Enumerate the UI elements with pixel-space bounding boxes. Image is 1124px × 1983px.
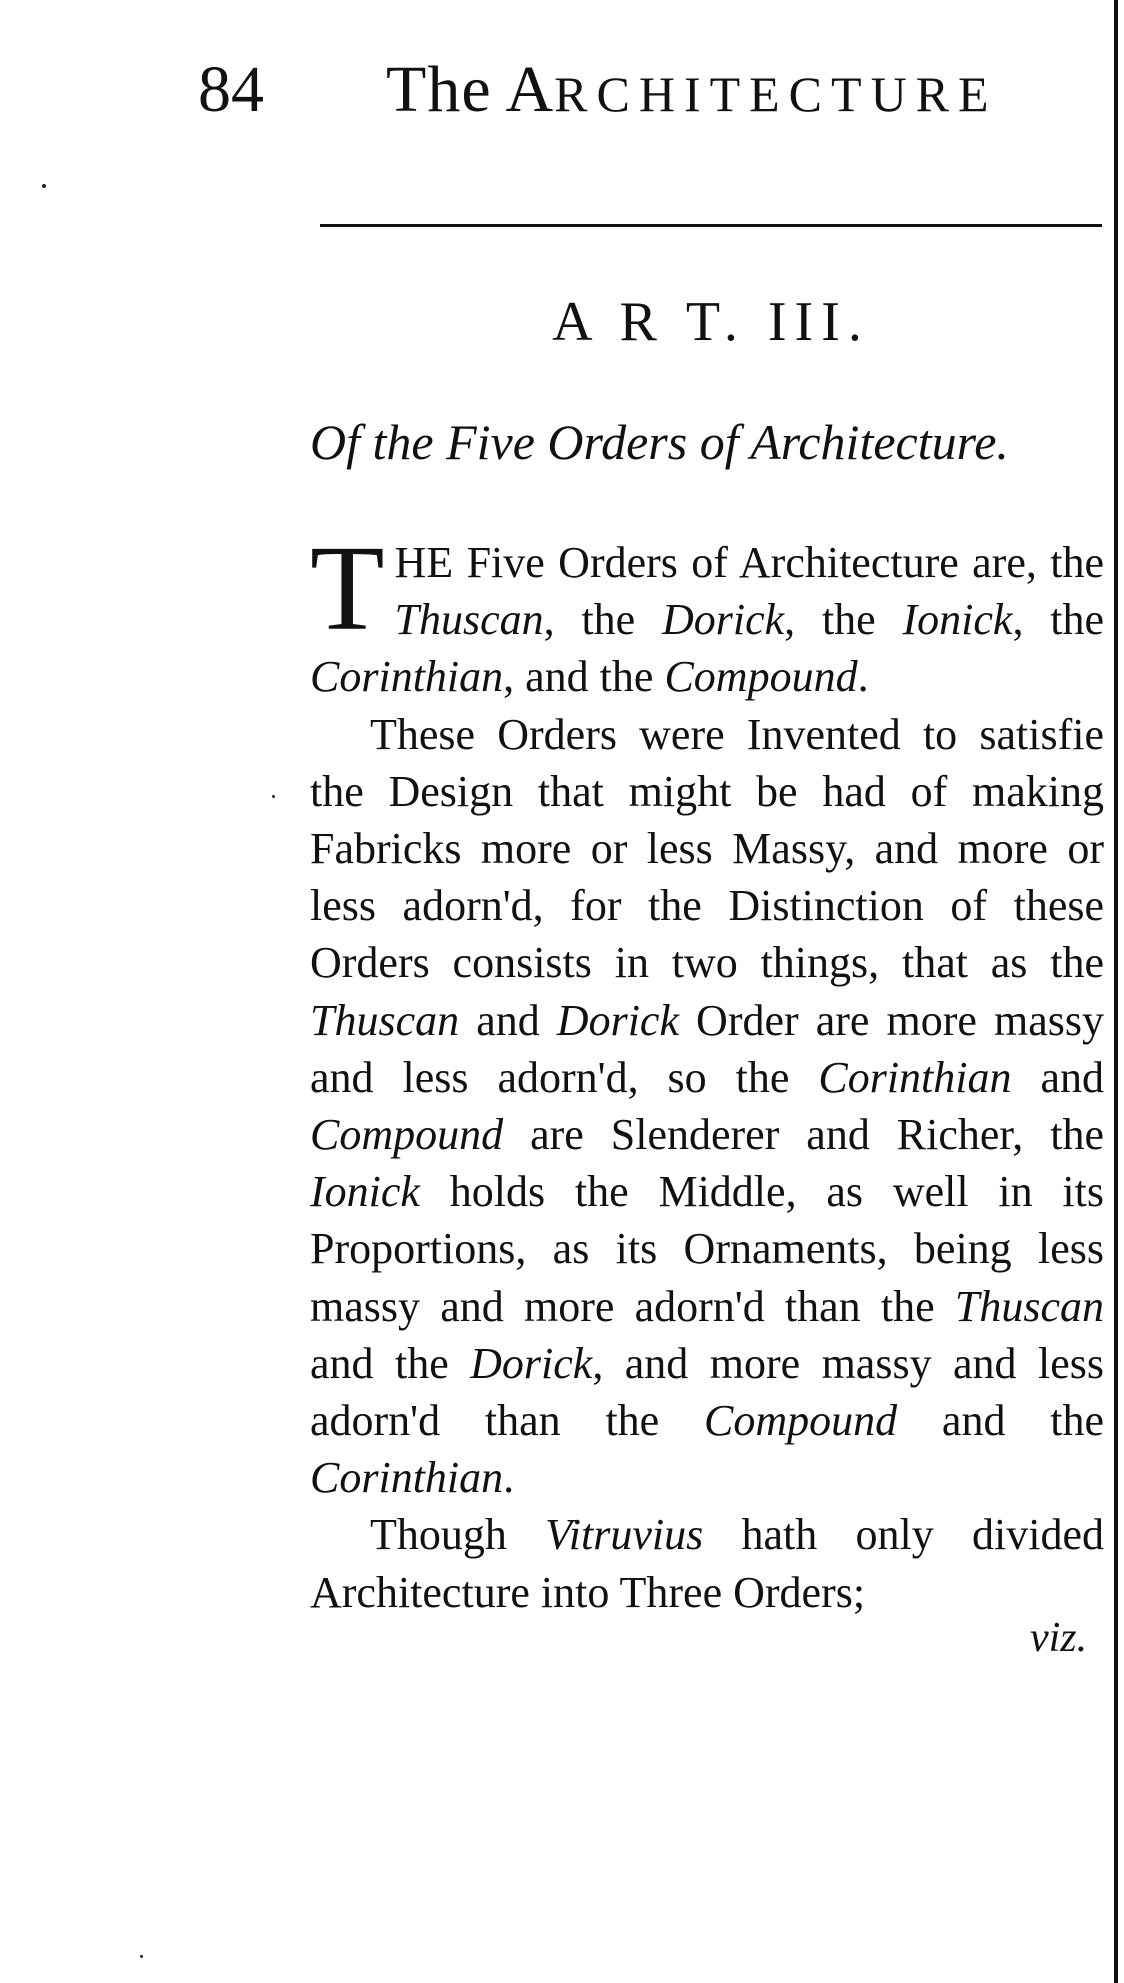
- italic-term: Corinthian: [310, 652, 504, 702]
- running-head: [386, 50, 998, 134]
- text-run: and the: [897, 1396, 1104, 1446]
- article-heading: A R T. III.: [552, 291, 870, 353]
- italic-term: Dorick: [556, 995, 679, 1045]
- text-run: and the: [310, 1338, 471, 1388]
- page-number: 84: [198, 53, 264, 126]
- running-head-the: The: [386, 53, 492, 126]
- text-run: , the: [784, 595, 903, 645]
- text-run: and: [1011, 1052, 1105, 1102]
- italic-term: Thuscan: [310, 995, 460, 1045]
- paragraph-2: [310, 706, 1104, 1507]
- italic-term: Ionick: [902, 595, 1013, 645]
- italic-term: Compound: [704, 1396, 898, 1446]
- text-run: Though: [370, 1510, 546, 1560]
- ink-speck: [140, 1955, 143, 1958]
- italic-term: Dorick: [661, 595, 785, 645]
- text-run: .: [857, 652, 869, 702]
- catchword: viz.: [1030, 1615, 1088, 1661]
- text-run: are Slenderer and Richer, the: [503, 1110, 1104, 1160]
- italic-term: Corinthian: [310, 1453, 504, 1503]
- text-run: , the: [543, 595, 662, 645]
- italic-term: Vitruvius: [545, 1510, 704, 1560]
- text-run: , the: [1012, 595, 1104, 645]
- text-run: and: [459, 995, 557, 1045]
- italic-term: Thuscan: [954, 1281, 1104, 1331]
- body-text: [310, 521, 1105, 1621]
- italic-term: Thuscan: [394, 595, 544, 645]
- article-subtitle: Of the Five Orders of Architecture.: [310, 414, 1009, 470]
- italic-term: Dorick: [470, 1338, 593, 1388]
- italic-term: Compound: [310, 1110, 504, 1160]
- paragraph-1: [310, 521, 1104, 706]
- text-run: , and more massy and less adorn'd than the: [310, 1338, 1104, 1446]
- text-run: .: [503, 1453, 515, 1503]
- text-run: holds the Middle, as well in its Proportions, as its Ornaments, being less massy and more adorn'd than the: [310, 1167, 1104, 1331]
- running-head-rest: RCHITECTURE: [554, 66, 998, 122]
- paragraph-3: [310, 1506, 1104, 1620]
- text-run: HE Five Orders of Architecture are, the: [394, 538, 1104, 587]
- italic-term: Ionick: [310, 1167, 420, 1217]
- text-run: hath only divided Architecture into Three Orders;: [310, 1510, 1104, 1617]
- ink-speck: [42, 184, 46, 188]
- italic-term: Corinthian: [818, 1052, 1012, 1102]
- italic-term: Compound: [664, 652, 858, 702]
- header-rule: [320, 224, 1102, 227]
- text-run: Order are more massy and less adorn'd, so the: [310, 995, 1104, 1102]
- ink-speck: [272, 795, 275, 798]
- text-run: These Orders were Invented to satisfie the Design that might be had of making Fabricks more or less Massy, and more or less adorn'd, for the Distinction of these Orders consists in two things, that as the: [310, 709, 1104, 988]
- drop-cap: T: [310, 521, 385, 656]
- page-edge-line: [1114, 0, 1118, 1983]
- running-head-initial: A: [505, 53, 555, 126]
- text-run: , and the: [503, 652, 665, 702]
